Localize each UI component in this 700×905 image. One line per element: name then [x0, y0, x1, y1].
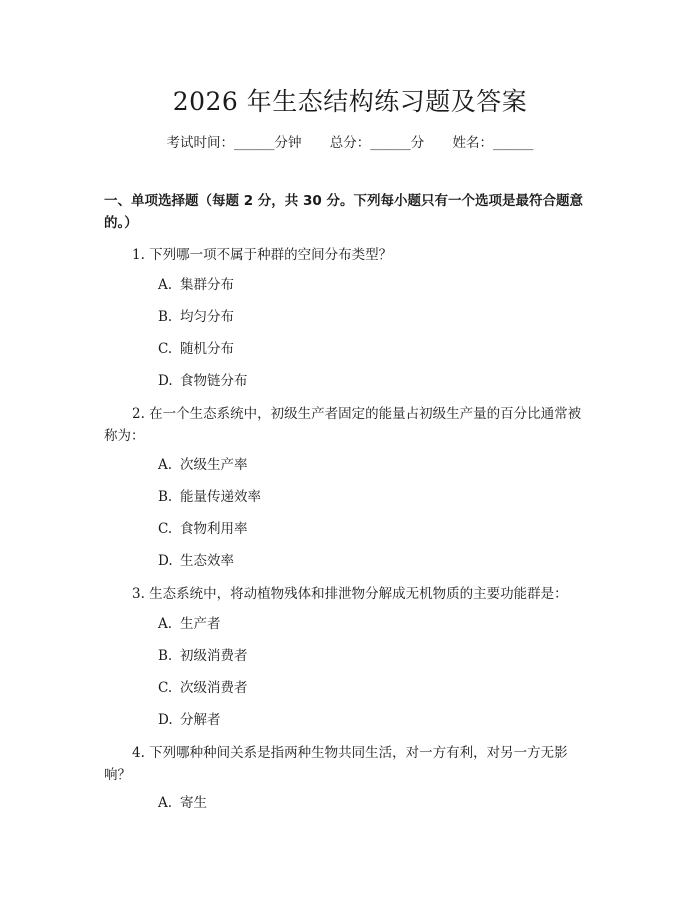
- option-letter: C.: [158, 521, 173, 537]
- option-letter: D.: [158, 553, 173, 569]
- option-text: 次级消费者: [180, 680, 248, 696]
- option-letter: D.: [158, 373, 173, 389]
- option-letter: C.: [158, 680, 173, 696]
- option-letter: B.: [158, 309, 173, 325]
- option-3c: [158, 678, 248, 698]
- option-letter: A.: [158, 616, 173, 632]
- option-text: 能量传递效率: [180, 489, 261, 505]
- question-4: [104, 742, 594, 786]
- option-text: 次级生产率: [180, 457, 248, 473]
- option-2d: [158, 551, 234, 571]
- question-2: [104, 403, 594, 447]
- option-1b: [158, 307, 234, 327]
- option-1c: [158, 339, 234, 359]
- exam-meta: [0, 131, 700, 151]
- page-title: 2026 年生态结构练习题及答案: [172, 87, 528, 116]
- option-letter: A.: [158, 795, 173, 811]
- option-letter: C.: [158, 341, 173, 357]
- option-3d: [158, 710, 221, 730]
- option-1a: [158, 275, 234, 295]
- option-3a: [158, 614, 221, 634]
- option-text: 食物利用率: [180, 521, 248, 537]
- total-score-field: 总分：______分: [329, 135, 425, 151]
- option-2a: [158, 455, 248, 475]
- option-letter: B.: [158, 489, 173, 505]
- question-text: 3. 生态系统中，将动植物残体和排泄物分解成无机物质的主要功能群是：: [132, 586, 568, 602]
- option-letter: B.: [158, 648, 173, 664]
- option-2b: [158, 487, 261, 507]
- option-text: 均匀分布: [180, 309, 234, 325]
- option-text: 生产者: [180, 616, 221, 632]
- student-name-field: 姓名：______: [452, 135, 534, 151]
- option-letter: D.: [158, 712, 173, 728]
- exam-time-field: 考试时间：______分钟: [166, 135, 302, 151]
- option-letter: A.: [158, 277, 173, 293]
- option-3b: [158, 646, 248, 666]
- option-2c: [158, 519, 248, 539]
- question-text: 4. 下列哪种种间关系是指两种生物共同生活，对一方有利，对另一方无影响？: [104, 745, 568, 783]
- option-1d: [158, 371, 248, 391]
- question-text: 1. 下列哪一项不属于种群的空间分布类型？: [132, 247, 393, 263]
- option-text: 食物链分布: [180, 373, 248, 389]
- question-3: [104, 583, 594, 605]
- question-1: [104, 244, 594, 266]
- option-text: 分解者: [180, 712, 221, 728]
- option-text: 集群分布: [180, 277, 234, 293]
- option-text: 初级消费者: [180, 648, 248, 664]
- option-text: 随机分布: [180, 341, 234, 357]
- option-4a: [158, 793, 207, 813]
- question-text: 2. 在一个生态系统中，初级生产者固定的能量占初级生产量的百分比通常被称为：: [104, 406, 582, 444]
- option-letter: A.: [158, 457, 173, 473]
- option-text: 生态效率: [180, 553, 234, 569]
- option-text: 寄生: [180, 795, 207, 811]
- section-heading: 一、单项选择题（每题 2 分，共 30 分。下列每小题只有一个选项是最符合题意的。）: [104, 193, 583, 231]
